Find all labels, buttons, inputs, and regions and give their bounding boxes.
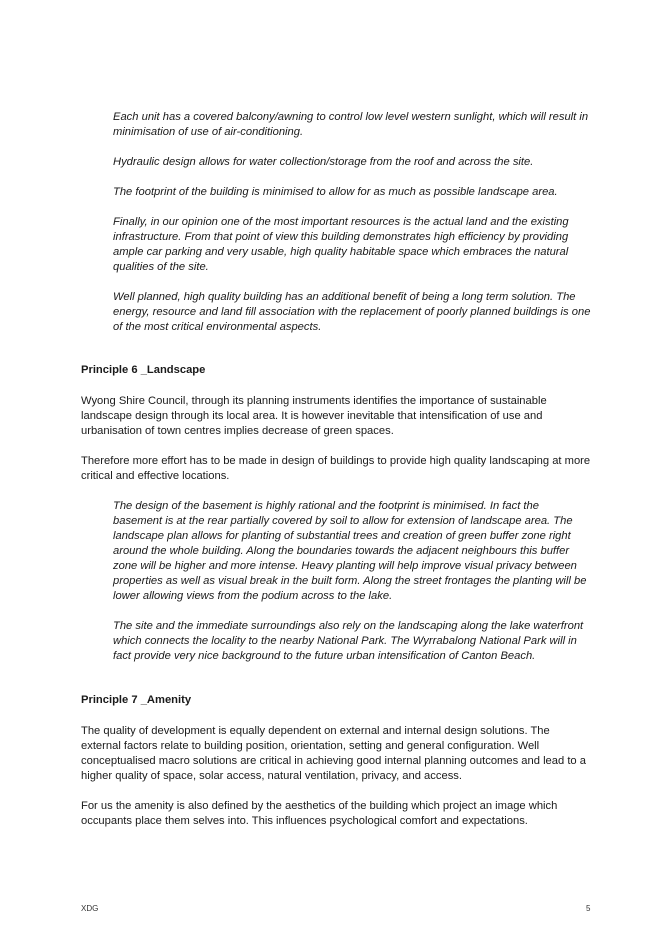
paragraph-long-term: Well planned, high quality building has an additional benefit of being a long term solution. The energy, resource and land fill association with the replacement of poorly planned buildings is one of the most critical environmental aspects.: [113, 291, 591, 333]
principle-7-paragraph-2: For us the amenity is also defined by the aesthetics of the building which project an image which occupants place them selves into. This influences psychological comfort and expectations.: [81, 800, 558, 827]
footer-label: XDG: [81, 904, 99, 913]
principle-7-paragraph-1: The quality of development is equally dependent on external and internal design solutions. The external factors relate to building position, orientation, setting and general configuration. Well conceptualised macro solutions are critical in achieving good internal planning outcomes and lead to a higher quality of space, solar access, natural ventilation, privacy, and access.: [81, 725, 586, 782]
paragraph-balcony: Each unit has a covered balcony/awning to control low level western sunlight, which will result in minimisation of use of air-conditioning.: [113, 111, 589, 138]
paragraph-hydraulic: Hydraulic design allows for water collection/storage from the roof and across the site.: [113, 156, 534, 168]
principle-7-heading: Principle 7 _Amenity: [81, 694, 192, 706]
paragraph-resources: Finally, in our opinion one of the most important resources is the actual land and the existing infrastructure. From that point of view this building demonstrates high efficiency by providing ample car parking and very usable, high quality habitable space which embraces the natural qualities of the site.: [113, 216, 569, 273]
paragraph-footprint: The footprint of the building is minimised to allow for as much as possible landscape area.: [113, 186, 558, 198]
page-number: 5: [586, 904, 591, 913]
principle-6-paragraph-1: Wyong Shire Council, through its planning instruments identifies the importance of sustainable landscape design through its local area. It is however inevitable that intensification of use and urbanisation of town centres implies decrease of green spaces.: [81, 395, 547, 437]
principle-6-heading: Principle 6 _Landscape: [81, 364, 206, 376]
principle-6-paragraph-2: Therefore more effort has to be made in design of buildings to provide high quality landscaping at more critical and effective locations.: [81, 455, 591, 482]
principle-6-italic-1: The design of the basement is highly rational and the footprint is minimised. In fact the basement is at the rear partially covered by soil to allow for extension of landscape area. The landscape plan allows for planting of substantial trees and creation of green buffer zone right around the whole building. Along the boundaries towards the adjacent neighbours this buffer zone will be higher and more intense. Heavy planting will help improve visual privacy between properties as well as visual break in the built form. Along the street frontages the planting will be lower allowing views from the podium across to the lake.: [113, 500, 587, 602]
page-content: [81, 110, 591, 829]
principle-6-italic-2: The site and the immediate surroundings also rely on the landscaping along the lake waterfront which connects the locality to the nearby National Park. The Wyrrabalong National Park will in fact provide very nice background to the future urban intensification of Canton Beach.: [113, 620, 584, 662]
